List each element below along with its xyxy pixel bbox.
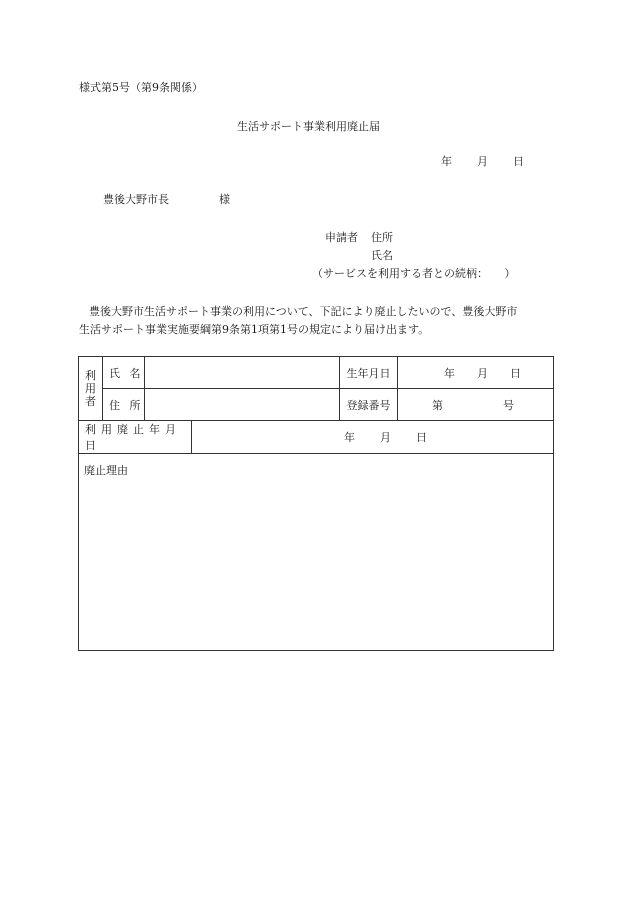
applicant-name-label: 氏名 bbox=[371, 249, 393, 262]
birthdate-value-cell[interactable] bbox=[398, 357, 554, 389]
address-value-cell[interactable] bbox=[145, 389, 340, 421]
body-line-2: 生活サポート事業実施要綱第9条第1項第1号の規定により届け出ます。 bbox=[79, 323, 430, 336]
user-label-char-3: 者 bbox=[85, 395, 96, 409]
registration-suffix: 号 bbox=[503, 398, 514, 412]
date-line bbox=[441, 156, 524, 167]
registration-prefix: 第 bbox=[432, 398, 443, 412]
name-label-cell bbox=[103, 357, 145, 389]
applicant-address-label: 住所 bbox=[371, 231, 393, 244]
form-number: 様式第5号（第9条関係） bbox=[79, 81, 203, 94]
name-value-cell[interactable] bbox=[145, 357, 340, 389]
user-label bbox=[79, 357, 103, 421]
end-date-label: 利用廃止年月日 bbox=[85, 423, 181, 452]
end-date-day: 日 bbox=[416, 431, 427, 444]
reason-label: 廃止理由 bbox=[84, 464, 128, 477]
user-label-char-1: 利 bbox=[85, 368, 96, 382]
form-title: 生活サポート事業利用廃止届 bbox=[237, 120, 380, 133]
registration-label: 登録番号 bbox=[346, 398, 391, 412]
date-day: 日 bbox=[513, 155, 524, 168]
date-year: 年 bbox=[441, 155, 452, 168]
birthdate-year: 年 bbox=[444, 366, 455, 380]
end-date-label-cell bbox=[79, 421, 192, 454]
address-label-cell bbox=[103, 389, 145, 421]
addressee-name: 豊後大野市長 bbox=[103, 193, 169, 206]
applicant-label: 申請者 bbox=[325, 231, 358, 244]
date-month: 月 bbox=[477, 155, 488, 168]
end-date-month: 月 bbox=[380, 431, 391, 444]
body-line-1: 豊後大野市生活サポート事業の利用について、下記により廃止したいので、豊後大野市 bbox=[89, 305, 518, 318]
applicant-relationship: （サービスを利用する者との続柄： ） bbox=[312, 267, 516, 280]
end-date-year: 年 bbox=[344, 431, 355, 444]
name-label: 氏 名 bbox=[109, 366, 144, 380]
user-table bbox=[78, 356, 554, 651]
user-label-char-2: 用 bbox=[85, 381, 96, 395]
birthdate-day: 日 bbox=[510, 366, 521, 380]
birthdate-month: 月 bbox=[477, 366, 488, 380]
birthdate-label-cell bbox=[340, 357, 398, 389]
addressee-honorific: 様 bbox=[219, 193, 230, 206]
registration-label-cell bbox=[340, 389, 398, 421]
address-label: 住 所 bbox=[109, 398, 144, 412]
birthdate-label: 生年月日 bbox=[346, 366, 391, 380]
reason-cell[interactable] bbox=[79, 454, 554, 651]
end-date-value-cell[interactable] bbox=[192, 421, 554, 454]
registration-value-cell[interactable] bbox=[398, 389, 554, 421]
